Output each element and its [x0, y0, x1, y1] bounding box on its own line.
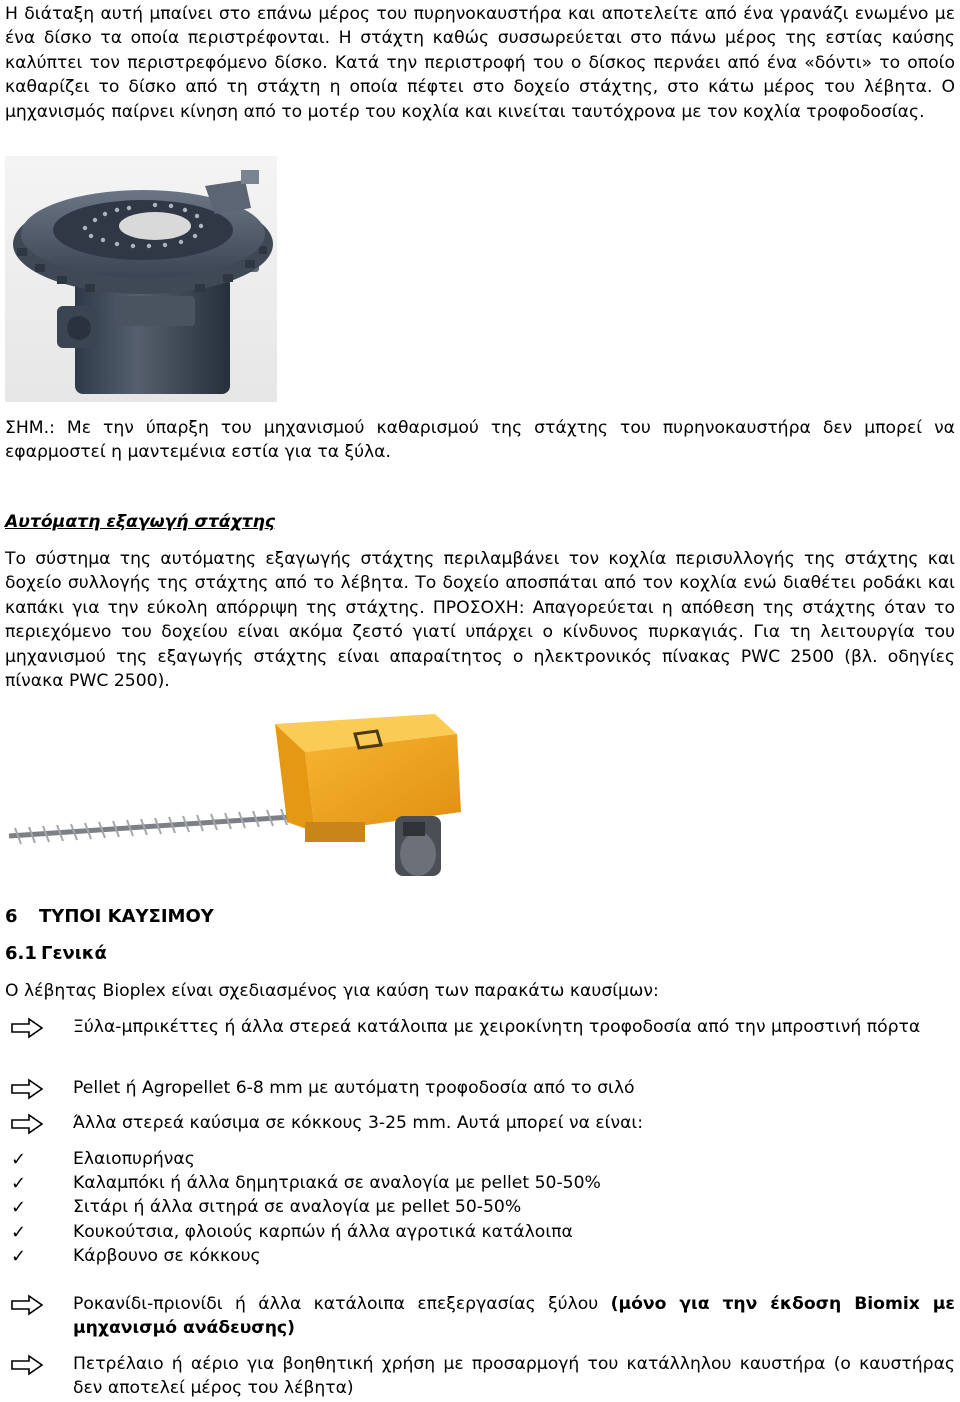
arrow-list-item	[5, 1292, 955, 1341]
arrow-item-text: Pellet ή Agropellet 6-8 mm με αυτόματη τροφοδοσία από το σιλό	[73, 1078, 635, 1098]
check-list-item	[5, 1195, 955, 1219]
check-list-item	[5, 1244, 955, 1268]
arrow-list-item	[5, 1111, 955, 1135]
check-item-text: Σιτάρι ή άλλα σιτηρά σε αναλογία με pellet 50-50%	[73, 1197, 522, 1218]
section-6-1-heading	[5, 942, 107, 966]
auto-ash-paragraph: Το σύστημα της αυτόματης εξαγωγής στάχτης περιλαμβάνει τον κοχλία περισυλλογής της στάχτης και δοχείο συλλογής της στάχτης από το λέβητα. Το δοχείο αποσπάται από τον κοχλία ενώ διαθέτει ροδάκι και καπάκι για την εύκολη απόρριψη της στάχτης. ΠΡΟΣΟΧΗ: Απαγορεύεται η απόθεση της στάχτης όταν το περιεχόμενο του δοχείου είναι ακόμα ζεστό γιατί υπάρχει ο κίνδυνος πυρκαγιάς. Για τη λειτουργία του μηχανισμού της εξαγωγής στάχτης είναι απαραίτητος ο ηλεκτρονικός πίνακας PWC 2500 (βλ. οδηγίες πίνακα PWC 2500).	[5, 549, 955, 692]
intro-paragraph: Η διάταξη αυτή μπαίνει στο επάνω μέρος του πυρηνοκαυστήρα και αποτελείτε από ένα γρανάζι ενωμένο με ένα δίσκο τα οποία περιστρέφονται. Η στάχτη καθώς συσσωρεύεται στο πάνω μέρος της εστίας καύσης καλύπτει τον περιστρεφόμενο δίσκο. Κατά την περιστροφή του ο δίσκος περνάει από ένα «δόντι» το οποίο καθαρίζει το δίσκο από τη στάχτη η οποία πέφτει στο δοχείο στάχτης, στο κάτω μέρος του λέβητα. Ο μηχανισμός παίρνει κίνηση από το μοτέρ του κοχλία και κινείται ταυτόχρονα με τον κοχλία τροφοδοσίας.	[5, 4, 955, 122]
check-icon: ✓	[11, 1197, 27, 1219]
ash-extractor-photo	[5, 704, 465, 894]
section-6-title: ΤΥΠΟΙ ΚΑΥΣΙΜΟΥ	[39, 906, 214, 927]
arrow-item-text: Πετρέλαιο ή αέριο για βοηθητική χρήση με προσαρμογή του κατάλληλου καυστήρα (ο καυστήρας δεν αποτελεί μέρος του λέβητα)	[73, 1354, 955, 1399]
arrow-list-item	[5, 1015, 955, 1039]
arrow-list-item	[5, 1076, 955, 1100]
arrow-list-item	[5, 1352, 955, 1401]
arrow-right-icon	[11, 1017, 45, 1039]
check-list	[5, 1147, 955, 1268]
check-item-text: Κουκούτσια, φλοιούς καρπών ή άλλα αγροτικά κατάλοιπα	[73, 1221, 573, 1242]
check-icon: ✓	[11, 1245, 27, 1267]
burner-ash-cleaner-photo	[5, 156, 277, 402]
section-6-number: 6	[5, 906, 18, 927]
arrow-right-icon	[11, 1078, 45, 1100]
general-paragraph: Ο λέβητας Bioplex είναι σχεδιασμένος για καύση των παρακάτω καυσίμων:	[5, 981, 659, 1001]
arrow-right-icon	[11, 1354, 45, 1376]
check-icon: ✓	[11, 1173, 27, 1195]
wood-item-text: Ροκανίδι-πριονίδι ή άλλα κατάλοιπα επεξεργασίας ξύλου	[73, 1294, 611, 1314]
check-item-text: Ελαιοπυρήνας	[73, 1149, 195, 1169]
arrow-right-icon	[11, 1294, 45, 1316]
check-item-text: Κάρβουνο σε κόκκους	[73, 1245, 261, 1266]
check-icon: ✓	[11, 1221, 27, 1243]
check-list-item	[5, 1220, 955, 1244]
arrow-item-text: Ξύλα-μπρικέττες ή άλλα στερεά κατάλοιπα με χειροκίνητη τροφοδοσία από την μπροστινή πόρτα	[73, 1017, 921, 1037]
section-6-heading	[5, 905, 214, 929]
note-paragraph: ΣΗΜ.: Με την ύπαρξη του μηχανισμού καθαρισμού της στάχτης του πυρηνοκαυστήρα δεν μπορεί να εφαρμοστεί η μαντεμένια εστία για τα ξύλα.	[5, 418, 955, 463]
arrow-item-text: Άλλα στερεά καύσιμα σε κόκκους 3-25 mm. Αυτά μπορεί να είναι:	[73, 1113, 644, 1133]
section-6-1-number: 6.1	[5, 943, 37, 964]
check-list-item	[5, 1147, 955, 1171]
check-item-text: Καλαμπόκι ή άλλα δημητριακά σε αναλογία με pellet 50-50%	[73, 1173, 601, 1194]
section-6-1-title: Γενικά	[41, 943, 107, 964]
arrow-item-text	[73, 1292, 955, 1341]
arrow-right-icon	[11, 1113, 45, 1135]
auto-ash-heading: Αυτόματη εξαγωγή στάχτης	[5, 512, 276, 532]
check-list-item	[5, 1171, 955, 1195]
wood-item-bold-note: (μόνο για την έκδοση Biomix με μηχανισμό ανάδευσης)	[73, 1294, 955, 1339]
check-icon: ✓	[11, 1149, 27, 1170]
